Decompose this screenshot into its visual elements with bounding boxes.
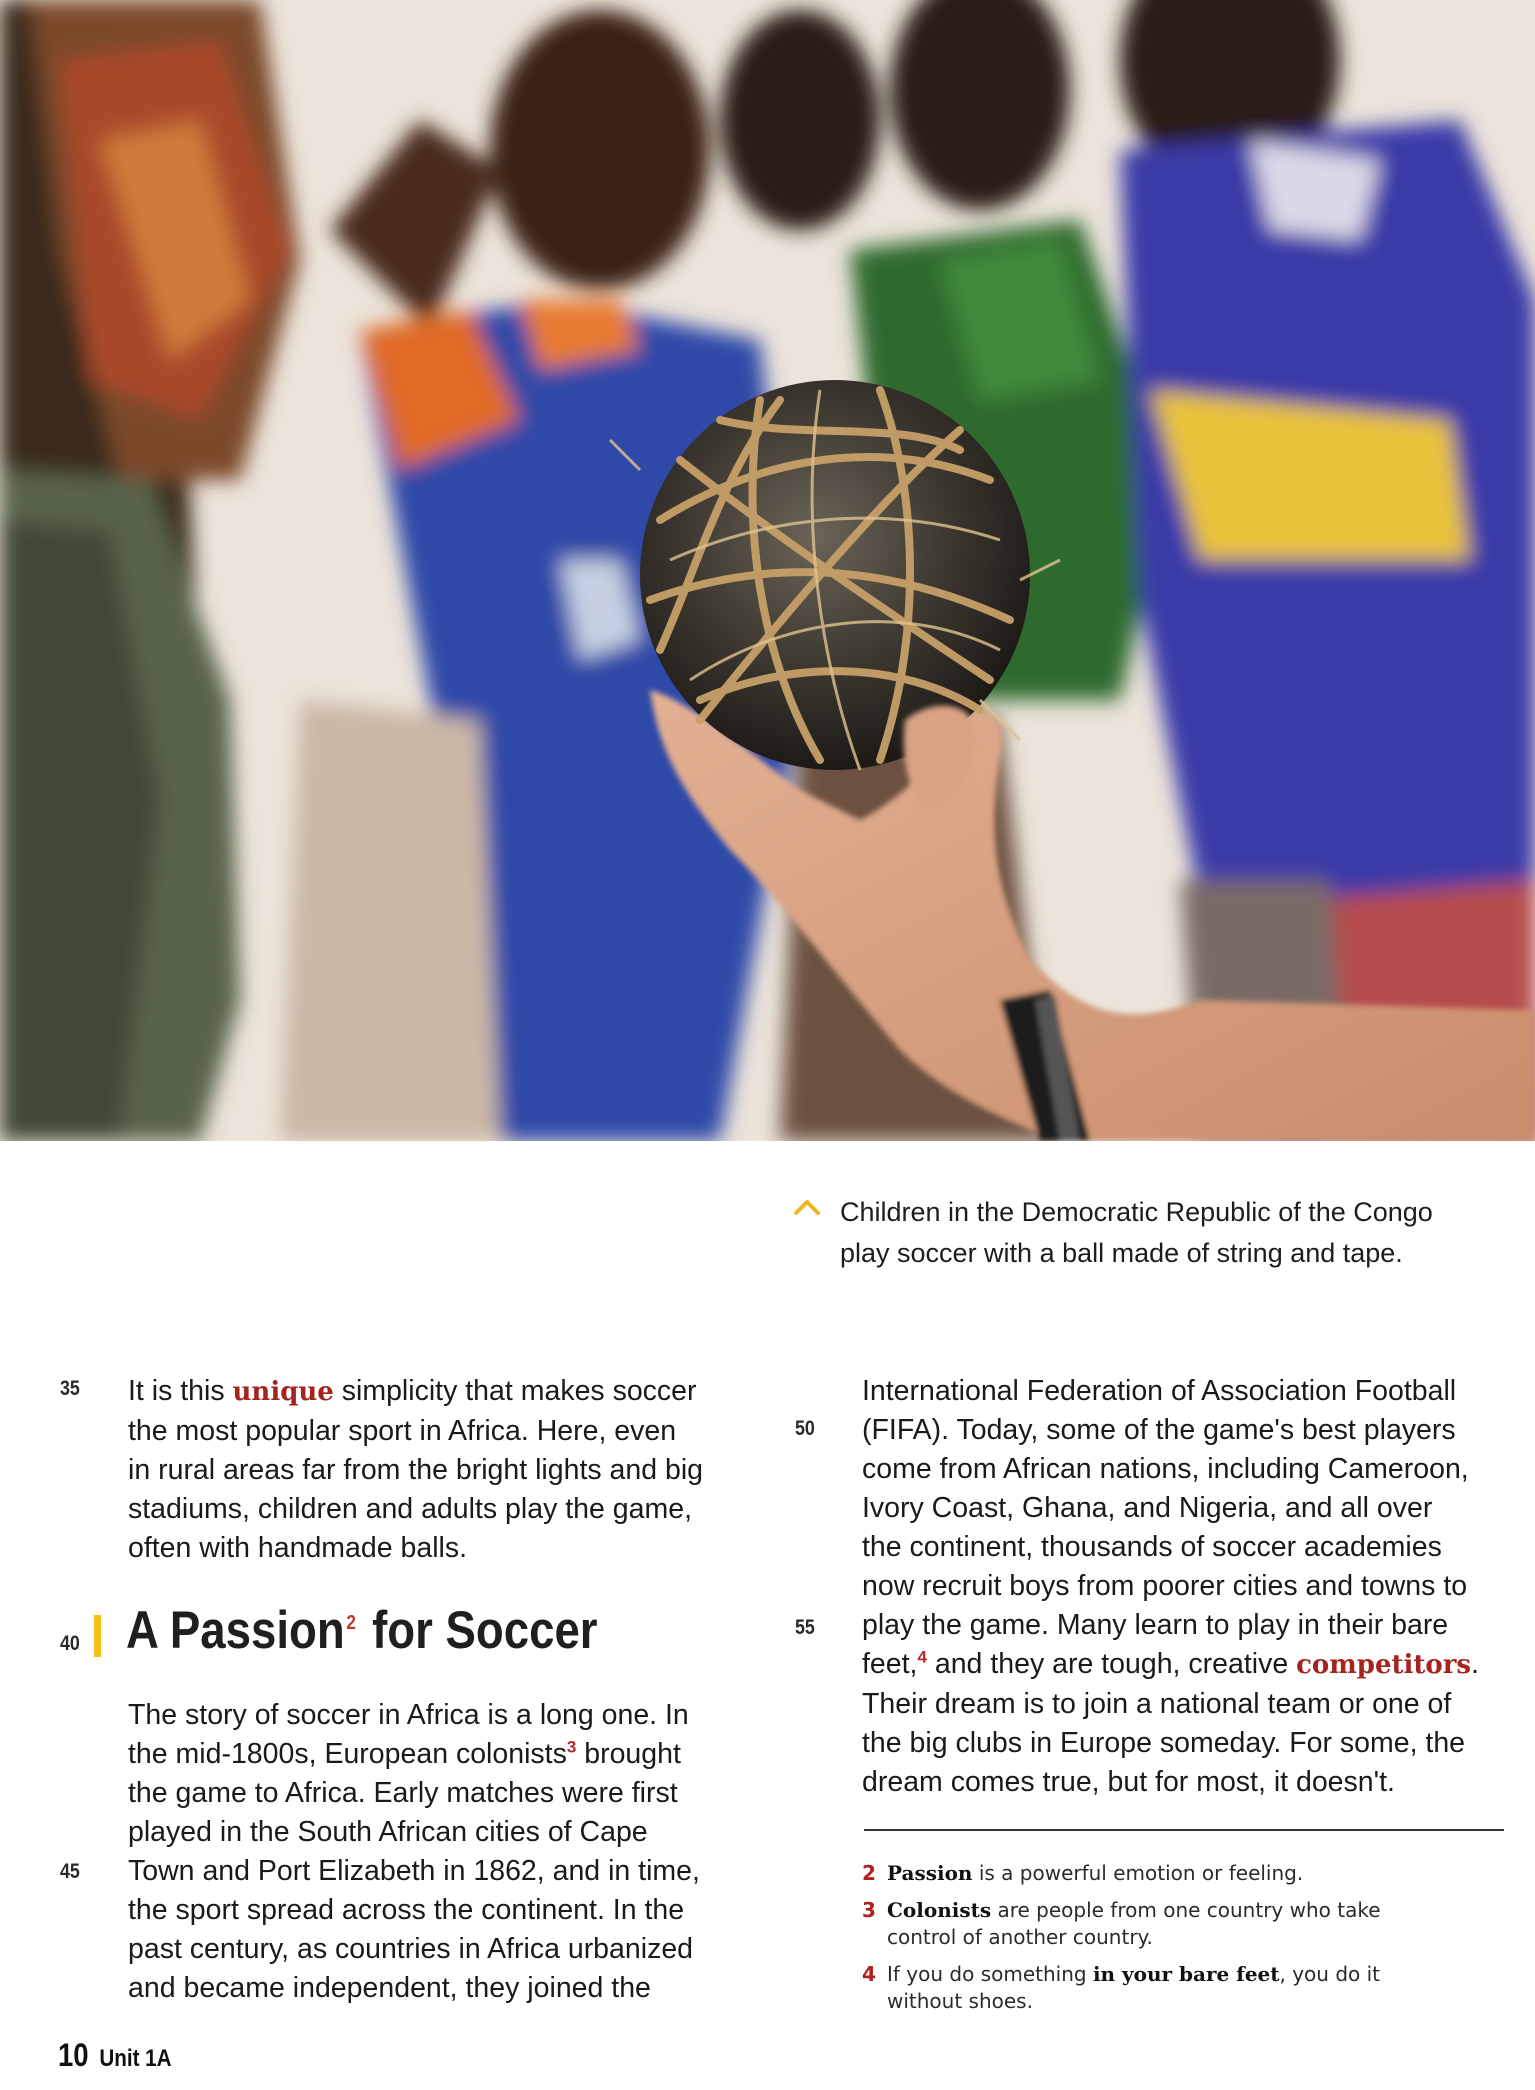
text-run: and they are tough, creative — [926, 1648, 1297, 1680]
footnote-divider — [864, 1829, 1504, 1831]
text-line: the sport spread across the continent. In the — [128, 1894, 685, 1926]
text-line: the continent, thousands of soccer academies — [862, 1531, 1442, 1563]
footnote-term: Passion — [887, 1861, 973, 1885]
heading-text: for Soccer — [359, 1601, 598, 1660]
page-footer — [58, 2037, 172, 2074]
line-number-35: 35 — [60, 1377, 80, 1400]
footnote-marker-3: 3 — [566, 1737, 577, 1757]
vocab-word-unique: unique — [232, 1377, 334, 1407]
footnote-marker-2: 2 — [346, 1612, 356, 1635]
right-paragraph — [862, 1372, 1512, 1802]
text-line: in rural areas far from the bright lights and big — [128, 1454, 704, 1486]
text-line: The story of soccer in Africa is a long one. In — [128, 1699, 689, 1731]
footnote-text: is a powerful emotion or feeling. — [972, 1861, 1304, 1885]
footnote-term: in your bare feet — [1092, 1962, 1280, 1986]
text-run: simplicity that makes soccer — [333, 1375, 697, 1407]
left-paragraph-1 — [128, 1372, 768, 1568]
text-line: the big clubs in Europe someday. For some, the — [862, 1727, 1466, 1759]
footnote-text: control of another country. — [887, 1925, 1153, 1949]
caption-line-2: play soccer with a ball made of string and tape. — [840, 1238, 1403, 1268]
footnote-3 — [862, 1897, 1512, 1951]
footnotes — [862, 1860, 1512, 2025]
photo-caption — [840, 1192, 1500, 1274]
heading-accent-bar — [94, 1615, 101, 1657]
text-run: It is this — [128, 1375, 233, 1407]
text-run: brought — [576, 1738, 681, 1770]
text-line: come from African nations, including Cameroon, — [862, 1453, 1469, 1485]
caption-line-1: Children in the Democratic Republic of the Congo — [840, 1197, 1433, 1227]
section-heading — [126, 1600, 598, 1661]
footnote-number: 3 — [862, 1898, 876, 1922]
line-number-50: 50 — [795, 1417, 815, 1440]
left-paragraph-2 — [128, 1696, 768, 2008]
text-line: played in the South African cities of Cape — [128, 1816, 648, 1848]
caret-up-icon — [794, 1198, 820, 1216]
text-run: feet, — [862, 1648, 918, 1680]
line-number-55: 55 — [795, 1616, 815, 1639]
footnote-number: 2 — [862, 1861, 876, 1885]
text-line: dream comes true, but for most, it doesn't. — [862, 1766, 1395, 1798]
text-line: past century, as countries in Africa urbanized — [128, 1933, 694, 1965]
text-line: Town and Port Elizabeth in 1862, and in time, — [128, 1855, 700, 1887]
footnote-marker-4: 4 — [917, 1647, 927, 1667]
line-number-40: 40 — [60, 1632, 80, 1655]
line-number-45: 45 — [60, 1860, 80, 1883]
text-line: play the game. Many learn to play in their bare — [862, 1609, 1449, 1641]
heading-text: A Passion — [126, 1601, 345, 1660]
page-number: 10 — [58, 2037, 89, 2073]
footnote-4 — [862, 1961, 1512, 2015]
text-line: (FIFA). Today, some of the game's best players — [862, 1414, 1456, 1446]
text-line: stadiums, children and adults play the game, — [128, 1493, 692, 1525]
text-line: often with handmade balls. — [128, 1532, 468, 1564]
footnote-2 — [862, 1860, 1512, 1887]
footnote-number: 4 — [862, 1962, 876, 1986]
unit-label: Unit 1A — [99, 2045, 172, 2072]
text-line: and became independent, they joined the — [128, 1972, 651, 2004]
text-run: the mid-1800s, European colonists — [128, 1738, 567, 1770]
vocab-word-competitors: competitors — [1296, 1650, 1472, 1680]
footnote-text: , you do it — [1279, 1962, 1381, 1986]
text-line: Their dream is to join a national team or one of — [862, 1688, 1452, 1720]
footnote-text: are people from one country who take — [991, 1898, 1381, 1922]
text-run: . — [1471, 1648, 1479, 1680]
text-line: the most popular sport in Africa. Here, even — [128, 1415, 677, 1447]
footnote-text: without shoes. — [887, 1989, 1033, 2013]
footnote-term: Colonists — [887, 1898, 992, 1922]
text-line: International Federation of Association Football — [862, 1375, 1457, 1407]
text-line: Ivory Coast, Ghana, and Nigeria, and all over — [862, 1492, 1433, 1524]
text-line: now recruit boys from poorer cities and towns to — [862, 1570, 1468, 1602]
text-line: the game to Africa. Early matches were first — [128, 1777, 678, 1809]
footnote-text: If you do something — [887, 1962, 1093, 1986]
